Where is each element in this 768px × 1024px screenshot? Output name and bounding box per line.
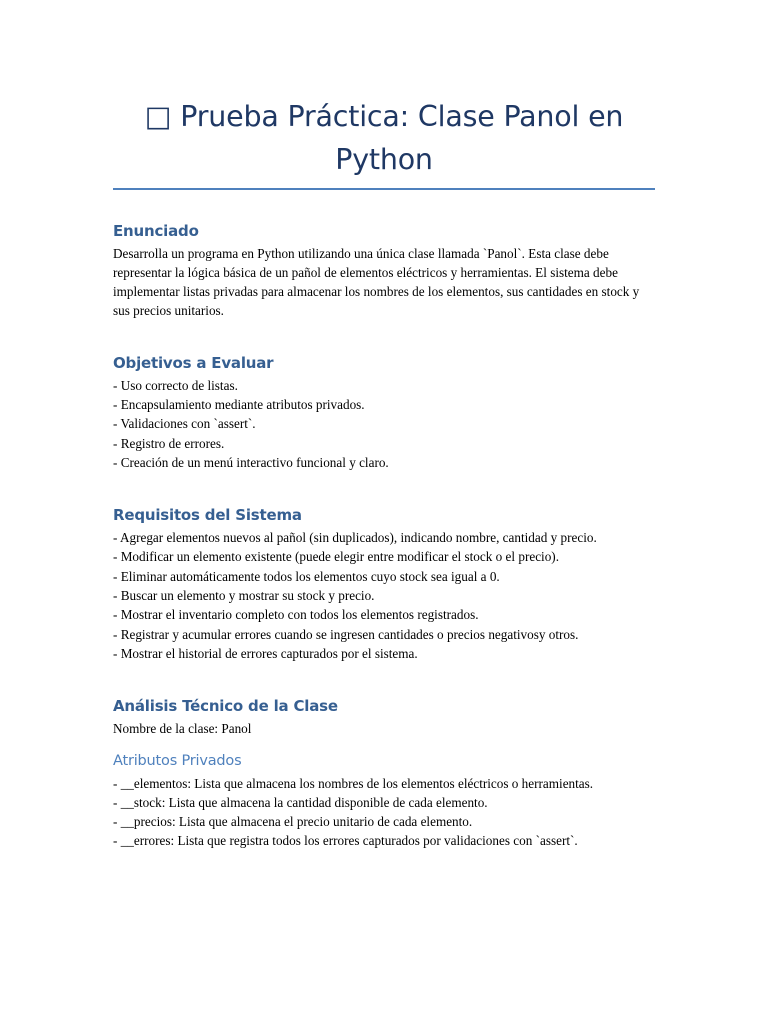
- document-page: [113, 0, 655, 851]
- enunciado-paragraph: Desarrolla un programa en Python utilizando una única clase llamada `Panol`. Esta clase debe representar la lógica básica de un pañol de elementos eléctricos y herramientas. El sistema debe implementar listas privadas para almacenar los nombres de los elementos, sus cantidades en stock y sus precios unitarios.: [113, 245, 640, 319]
- list-item: - Mostrar el historial de errores capturados por el sistema.: [113, 645, 418, 661]
- list-item: - Eliminar automáticamente todos los elementos cuyo stock sea igual a 0.: [113, 568, 500, 584]
- section-analisis: [113, 696, 655, 850]
- heading-analisis: Análisis Técnico de la Clase: [113, 697, 338, 716]
- title-underline: [113, 188, 655, 190]
- objetivos-list: [113, 376, 655, 472]
- section-enunciado: [113, 221, 655, 321]
- section-objetivos: [113, 353, 655, 472]
- list-item: - Mostrar el inventario completo con todos los elementos registrados.: [113, 607, 479, 623]
- atributos-list: [113, 774, 655, 851]
- list-item: - __precios: Lista que almacena el precio unitario de cada elemento.: [113, 814, 473, 830]
- list-item: - Registro de errores.: [113, 435, 225, 451]
- list-item: - Creación de un menú interactivo funcional y claro.: [113, 454, 389, 470]
- list-item: - Encapsulamiento mediante atributos privados.: [113, 396, 365, 412]
- list-item: - Registrar y acumular errores cuando se ingresen cantidades o precios negativosy otros.: [113, 626, 579, 642]
- list-item: - Validaciones con `assert`.: [113, 416, 256, 432]
- list-item: - __elementos: Lista que almacena los nombres de los elementos eléctricos o herramientas.: [113, 775, 594, 791]
- list-item: - __errores: Lista que registra todos los errores capturados por validaciones con `assert`.: [113, 833, 578, 849]
- class-name-line: Nombre de la clase: Panol: [113, 721, 252, 737]
- heading-atributos: Atributos Privados: [113, 752, 242, 769]
- heading-enunciado: Enunciado: [113, 221, 199, 240]
- heading-objetivos: Objetivos a Evaluar: [113, 353, 274, 372]
- list-item: - __stock: Lista que almacena la cantidad disponible de cada elemento.: [113, 794, 488, 810]
- list-item: - Modificar un elemento existente (puede elegir entre modificar el stock o el precio).: [113, 549, 559, 565]
- heading-requisitos: Requisitos del Sistema: [113, 506, 302, 525]
- section-requisitos: [113, 505, 655, 663]
- list-item: - Buscar un elemento y mostrar su stock y precio.: [113, 588, 375, 604]
- list-item: - Uso correcto de listas.: [113, 377, 238, 393]
- requisitos-list: [113, 528, 655, 663]
- list-item: - Agregar elementos nuevos al pañol (sin duplicados), indicando nombre, cantidad y precio.: [113, 530, 597, 546]
- document-title: □ Prueba Práctica: Clase Panol en Python: [144, 100, 624, 176]
